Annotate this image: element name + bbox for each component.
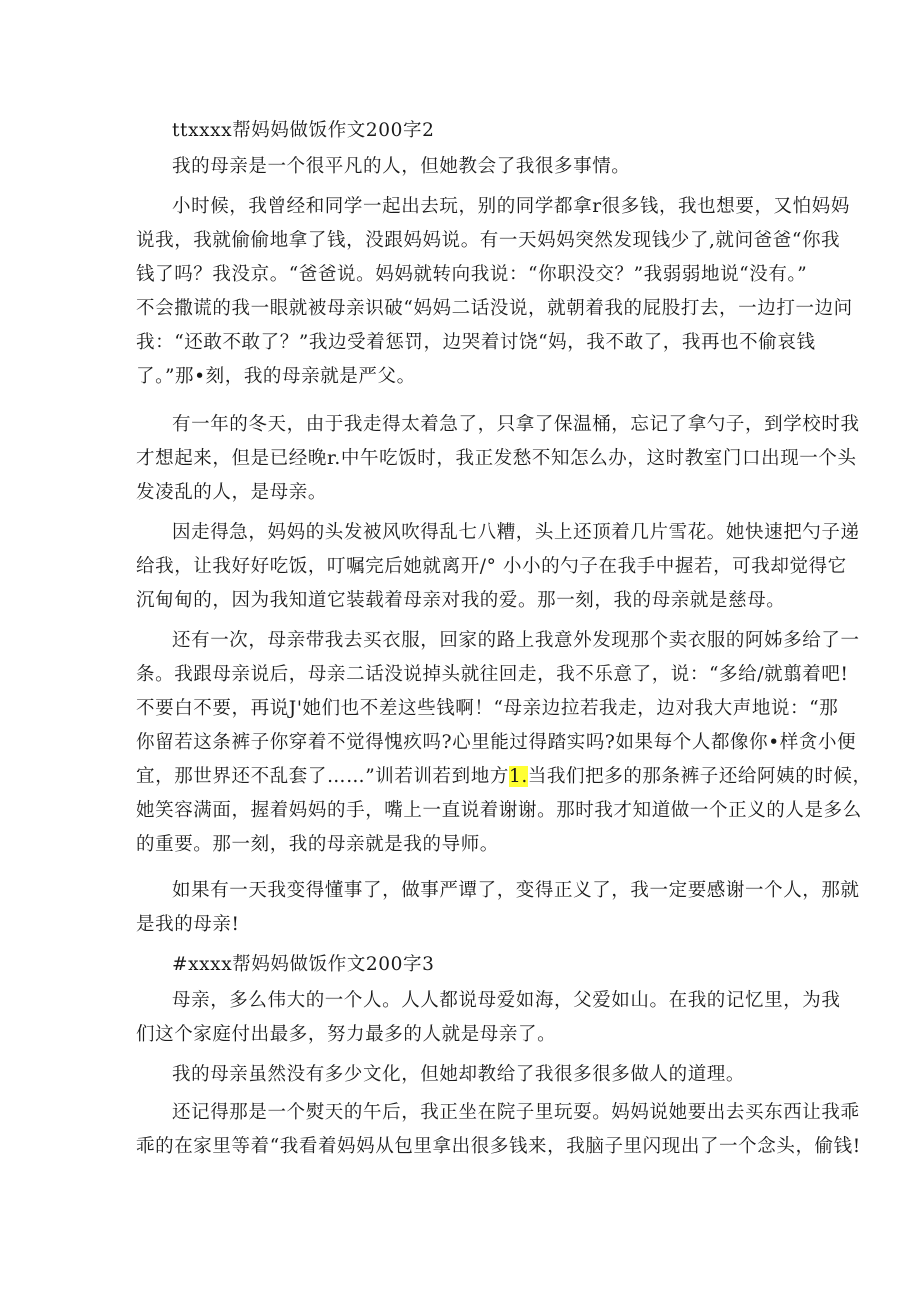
paragraph (136, 408, 860, 510)
paragraph (136, 984, 841, 1052)
paragraph-line: 我的母亲是一个很平凡的人，但她教会了我很多事情。 (172, 156, 631, 177)
paragraph-line: 是我的母亲! (136, 914, 240, 935)
essay-heading (172, 948, 832, 982)
line-text: 当我们把多的那条裤子还给阿姨的时候， (527, 766, 872, 787)
paragraph-line: 她笑容满面，握着妈妈的手，嘴上一直说着谢谢。那时我才知道做一个正义的人是多么 (136, 800, 862, 821)
paragraph-line: 我：“还敢不敢了？”我边受着惩罚，边哭着讨饶“妈，我不敢了，我再也不偷哀钱 (136, 332, 816, 353)
paragraph-line: 才想起来，但是已经晚r.中午吃饭时，我正发愁不知怎么办，这时教室门口出现一个头 (136, 448, 857, 469)
paragraph (136, 190, 853, 394)
paragraph (136, 874, 860, 942)
paragraph-line: 不要白不要，再说J'她们也不差这些钱啊！“母亲边拉若我走，边对我大声地说：“那 (136, 698, 839, 719)
paragraph-line: 的重要。那一刻，我的母亲就是我的导师。 (136, 834, 499, 855)
essay-heading (172, 114, 832, 148)
paragraph-line: 发凌乱的人，是母亲。 (136, 482, 328, 503)
paragraph-line: 还记得那是一个熨天的午后，我正坐在院子里玩耍。妈妈说她要出去买东西让我乖 (172, 1102, 860, 1123)
line-text: 宜，那世界还不乱套了……”训若训若到地方 (136, 766, 509, 787)
paragraph-line: 我的母亲虽然没有多少文化，但她却教给了我很多很多做人的道理。 (172, 1064, 746, 1085)
paragraph (136, 516, 860, 618)
paragraph-line: 母亲，多么伟大的一个人。人人都说母爱如海，父爱如山。在我的记忆里，为我 (172, 990, 841, 1011)
paragraph-line: 有一年的冬天，由于我走得太着急了，只拿了保温桶，忘记了拿勺子，到学校时我 (172, 414, 860, 435)
paragraph-line: 你留若这条裤子你穿着不觉得愧疚吗?心里能过得踏实吗?如果每个人都像你•样贪小便 (136, 732, 857, 753)
paragraph-line: 还有一次，母亲带我去买衣服，回家的路上我意外发现那个卖衣服的阿姊多给了一 (172, 630, 860, 651)
paragraph (136, 624, 872, 862)
paragraph-line: 沉甸甸的，因为我知道它装载着母亲对我的爱。那一刻，我的母亲就是慈母。 (136, 590, 786, 611)
paragraph-line: 给我，让我好好吃饭，叮嘱完后她就离开/° 小小的勺子在我手中握若，可我却觉得它 (136, 556, 847, 577)
paragraph-line: 乖的在家里等着“我看着妈妈从包里拿出很多钱来，我脑子里闪现出了一个念头，偷钱! (136, 1136, 861, 1157)
paragraph-line: 钱了吗？我没京。“爸爸说。妈妈就转向我说：“你职没交？”我弱弱地说“没有。” (136, 264, 808, 285)
paragraph-line: 不会撒谎的我一眼就被母亲识破“妈妈二话没说，就朝着我的屁股打去，一边打一边问 (136, 298, 853, 319)
heading-text: #xxxx帮妈妈做饭作文200字3 (172, 954, 435, 975)
paragraph-line: 因走得急，妈妈的头发被风吹得乱七八糟，头上还顶着几片雪花。她快速把勺子递 (172, 522, 860, 543)
paragraph (172, 1058, 832, 1092)
paragraph (136, 1096, 861, 1164)
paragraph (172, 150, 832, 184)
paragraph-line: 说我，我就偷偷地拿了钱，没跟妈妈说。有一天妈妈突然发现钱少了,就问爸爸“你我 (136, 230, 841, 251)
highlighted-text: 1. (508, 766, 528, 787)
heading-text: ttxxxx帮妈妈做饭作文200字2 (172, 120, 435, 141)
paragraph-line: 如果有一天我变得懂事了，做事严谭了，变得正义了，我一定要感谢一个人，那就 (172, 880, 860, 901)
paragraph-line: 们这个家庭付出最多，努力最多的人就是母亲了。 (136, 1024, 557, 1045)
paragraph-line: 了。”那•刻，我的母亲就是严父。 (136, 366, 416, 387)
paragraph-line-with-mark (136, 760, 872, 794)
paragraph-line: 小时候，我曾经和同学一起出去玩，别的同学都拿r很多钱，我也想要，又怕妈妈 (172, 196, 850, 217)
paragraph-line: 条。我跟母亲说后，母亲二话没说掉头就往回走，我不乐意了，说：“多给/就翦着吧! (136, 664, 849, 685)
